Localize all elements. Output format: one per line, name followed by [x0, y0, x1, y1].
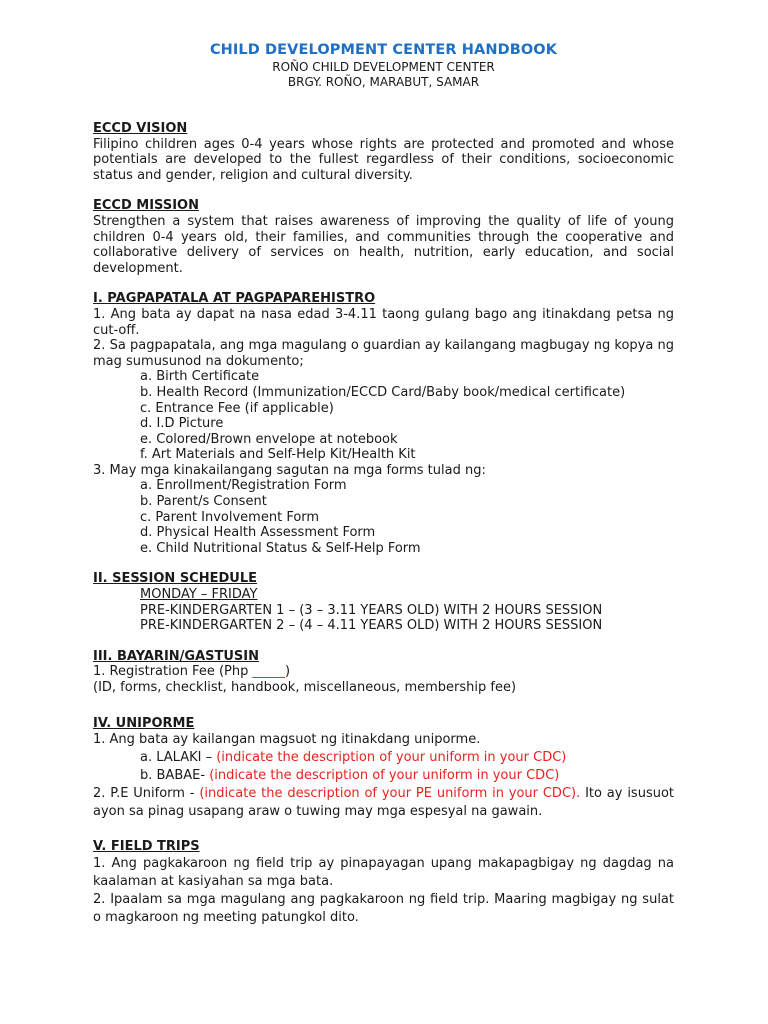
uniform-boys-note: (indicate the description of your uniform in your CDC) — [216, 750, 567, 766]
document-item: c. Entrance Fee (if applicable) — [140, 400, 334, 416]
schedule-line-1: PRE-KINDERGARTEN 1 – (3 – 3.11 YEARS OLD) WITH 2 HOURS SESSION — [140, 602, 603, 618]
center-address: BRGY. ROÑO, MARABUT, SAMAR — [287, 75, 480, 89]
document-title: CHILD DEVELOPMENT CENTER HANDBOOK — [209, 42, 558, 58]
form-item: b. Parent/s Consent — [140, 494, 267, 510]
form-item: a. Enrollment/Registration Form — [140, 478, 347, 494]
uniform-girls-note: (indicate the description of your uniform in your CDC) — [209, 768, 560, 784]
fee-label: 1. Registration Fee (Php — [93, 664, 253, 680]
form-item: d. Physical Health Assessment Form — [140, 525, 376, 541]
uniform-boys — [93, 749, 674, 767]
handbook-page — [93, 40, 674, 927]
uniform-item-1: 1. Ang bata ay kailangan magsuot ng itinakdang uniporme. — [93, 732, 481, 748]
form-item: e. Child Nutritional Status & Self-Help Form — [140, 540, 421, 556]
uniform-pe — [93, 785, 674, 821]
schedule-days: MONDAY – FRIDAY — [140, 587, 258, 603]
schedule-heading: II. SESSION SCHEDULE — [93, 571, 257, 587]
document-item: a. Birth Certificate — [140, 369, 260, 385]
schedule-section — [93, 571, 674, 633]
fee-note: (ID, forms, checklist, handbook, miscellaneous, membership fee) — [93, 680, 517, 695]
document-item: f. Art Materials and Self-Help Kit/Health Kit — [140, 447, 416, 463]
document-item: d. I.D Picture — [140, 416, 224, 432]
field-trips-item-1: 1. Ang pagkakaroon ng field trip ay pinapayagan upang makapagbigay ng dagdag na kaalaman at kasiyahan sa mga bata. — [93, 855, 674, 889]
mission-heading: ECCD MISSION — [93, 198, 199, 214]
registration-fee-line — [93, 664, 674, 680]
registration-item-3: 3. May mga kinakailangang sagutan na mga forms tulad ng: — [93, 462, 486, 478]
registration-section — [93, 291, 674, 556]
uniform-girls-label: b. BABAE- — [140, 768, 210, 784]
registration-item-2: 2. Sa pagpapatala, ang mga magulang o guardian ay kailangang magbugay ng kopya ng mag sumusunod na dokumento; — [93, 338, 674, 369]
handbook-body — [93, 121, 674, 927]
field-trips-heading: V. FIELD TRIPS — [93, 839, 200, 855]
uniform-pe-label: 2. P.E Uniform - — [93, 786, 200, 802]
uniform-pe-note: (indicate the description of your PE uniform in your CDC). — [199, 786, 581, 802]
fee-close: ) — [285, 664, 291, 680]
vision-section — [93, 121, 674, 183]
document-item: b. Health Record (Immunization/ECCD Card/Baby book/medical certificate) — [140, 384, 626, 400]
field-trips-item-2: 2. Ipaalam sa mga magulang ang pagkakaroon ng field trip. Maaring magbigay ng sulat o magkaroon ng meeting patungkol dito. — [93, 891, 674, 925]
uniform-girls — [93, 767, 674, 785]
vision-heading: ECCD VISION — [93, 121, 188, 136]
uniform-heading: IV. UNIPORME — [93, 715, 195, 731]
field-trips-section — [93, 839, 674, 927]
fees-section — [93, 649, 674, 696]
vision-text: Filipino children ages 0-4 years whose rights are protected and promoted and whose potentials are developed to the fullest regardless of their conditions, socioeconomic status and gender, religion and cultural diversity. — [93, 136, 674, 183]
document-item: e. Colored/Brown envelope at notebook — [140, 431, 398, 447]
registration-item-1: 1. Ang bata ay dapat na nasa edad 3-4.11 taong gulang bago ang itinakdang petsa ng cut-off. — [93, 306, 674, 338]
mission-section — [93, 198, 674, 276]
fees-heading: III. BAYARIN/GASTUSIN — [93, 648, 260, 664]
form-item: c. Parent Involvement Form — [140, 509, 320, 525]
uniform-pe-rest: Ito ay isusuot ayon sa pinag usapang araw o tuwing may mga espesyal na gawain. — [93, 786, 675, 820]
uniform-section — [93, 716, 674, 822]
schedule-line-2: PRE-KINDERGARTEN 2 – (4 – 4.11 YEARS OLD) WITH 2 HOURS SESSION — [140, 618, 603, 634]
fee-blank: _____ — [252, 664, 285, 680]
center-name: ROÑO CHILD DEVELOPMENT CENTER — [272, 60, 495, 74]
uniform-boys-label: a. LALAKI – — [140, 750, 217, 766]
mission-text: Strengthen a system that raises awareness of improving the quality of life of young children 0-4 years old, their families, and communities through the cooperative and collaborative delivery of services on health, nutrition, early education, and social development. — [93, 213, 674, 276]
registration-heading: I. PAGPAPATALA AT PAGPAPAREHISTRO — [93, 291, 376, 307]
